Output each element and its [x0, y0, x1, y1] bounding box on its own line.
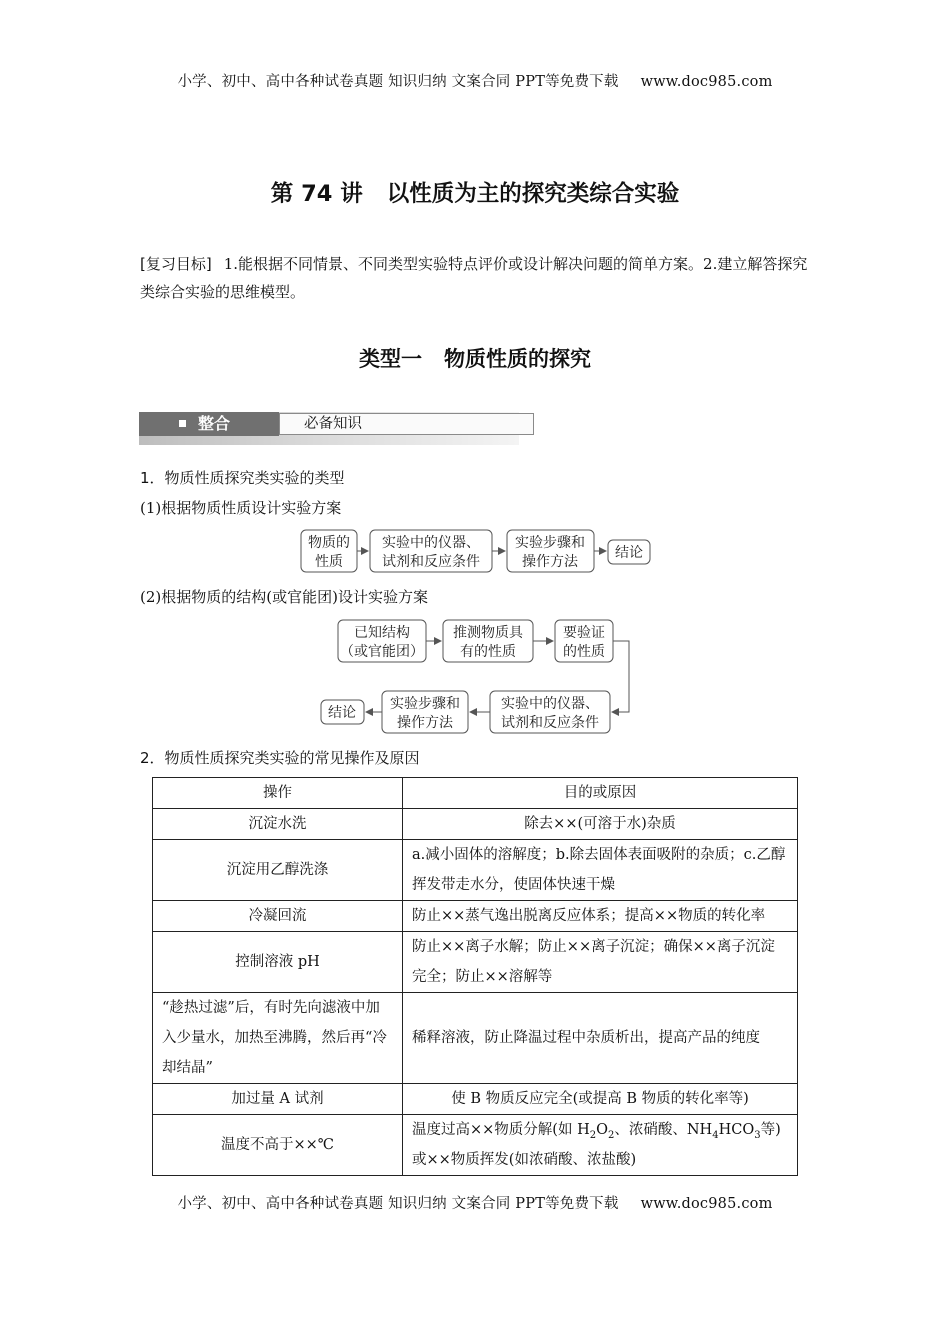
flow2-arrow-3 [612, 641, 629, 712]
flow1-box-2-line2: 试剂和反应条件 [382, 554, 480, 570]
table-cell-reason: 除去××(可溶于水)杂质 [403, 809, 798, 840]
operations-table [152, 777, 798, 1176]
flow2-box-3-line1: 要验证 [563, 625, 605, 641]
banner-integrate: 整合 [139, 412, 279, 436]
table-row [153, 901, 798, 932]
flow1-box-3-line1: 实验步骤和 [515, 535, 585, 551]
flow2-box-5-line1: 实验步骤和 [390, 696, 460, 712]
flow1-box-3-line2: 操作方法 [522, 554, 578, 570]
flow2-box-2-line1: 推测物质具 [453, 625, 523, 641]
footer-site: www.doc985.com [640, 1196, 773, 1212]
table-cell-operation: 冷凝回流 [153, 901, 403, 932]
table-header-row [153, 778, 798, 809]
table-header-reason: 目的或原因 [403, 778, 798, 809]
header-text: 小学、初中、高中各种试卷真题 知识归纳 文案合同 PPT等免费下载 [177, 74, 619, 90]
table-cell-operation: 沉淀用乙醇洗涤 [153, 840, 403, 901]
table-cell-reason: a.减小固体的溶解度；b.除去固体表面吸附的杂质；c.乙醇挥发带走水分，使固体快速干燥 [403, 840, 798, 901]
table-cell-reason: 稀释溶液，防止降温过程中杂质析出，提高产品的纯度 [403, 993, 798, 1084]
part2-heading: 2．物质性质探究类实验的常见操作及原因 [140, 749, 420, 767]
table-row [153, 993, 798, 1084]
table-cell-reason: 防止××离子水解；防止××离子沉淀；确保××离子沉淀完全；防止××溶解等 [403, 932, 798, 993]
part1-heading: 1．物质性质探究类实验的类型 [140, 469, 345, 487]
section-name: 物质性质的探究 [444, 347, 591, 371]
table-row [153, 1084, 798, 1115]
header-site: www.doc985.com [640, 74, 773, 90]
flow2-box-4-line1: 实验中的仪器、 [501, 696, 599, 712]
table-row [153, 840, 798, 901]
table-cell-operation: 控制溶液 pH [153, 932, 403, 993]
footer-text: 小学、初中、高中各种试卷真题 知识归纳 文案合同 PPT等免费下载 [177, 1196, 619, 1212]
part1-sub2: (2)根据物质的结构(或官能团)设计实验方案 [140, 588, 428, 606]
flow1-box-4-line1: 结论 [615, 545, 643, 561]
flow2-box-1-line2: （或官能团） [340, 644, 424, 660]
lecture-number: 第 74 讲 [270, 181, 363, 207]
flow1-box-1-line1: 物质的 [308, 535, 350, 551]
section-type: 类型一 [359, 347, 422, 371]
part1-sub1: (1)根据物质性质设计实验方案 [140, 499, 342, 517]
lecture-topic: 以性质为主的探究类综合实验 [386, 181, 680, 207]
flow2-box-4-line2: 试剂和反应条件 [501, 715, 599, 731]
flow2-box-3-line2: 的性质 [563, 644, 605, 660]
flow1-box-1-line2: 性质 [315, 554, 343, 570]
table-header-operation: 操作 [153, 778, 403, 809]
flow2-box-6-line1: 结论 [328, 705, 356, 721]
table-row [153, 932, 798, 993]
table-cell-operation: “趁热过滤”后，有时先向滤液中加入少量水，加热至沸腾，然后再“冷却结晶” [153, 993, 403, 1084]
flow2-box-1-line1: 已知结构 [354, 625, 410, 641]
table-row [153, 809, 798, 840]
table-row [153, 1115, 798, 1176]
banner-knowledge: 必备知识 [279, 413, 534, 435]
table-cell-reason: 防止××蒸气逸出脱离反应体系；提高××物质的转化率 [403, 901, 798, 932]
flow2-box-2-line2: 有的性质 [460, 644, 516, 660]
page-footer [0, 1192, 950, 1213]
flow2-box-5-line2: 操作方法 [397, 715, 453, 731]
table-cell-reason: 温度过高××物质分解(如 $H_2O_2$、浓硝酸、$NH_4HCO_3$等)或××物质挥发(如浓硝酸、浓盐酸) [403, 1115, 798, 1176]
table-cell-operation: 加过量 A 试剂 [153, 1084, 403, 1115]
review-goal-tag: [复习目标] [140, 255, 212, 273]
table-cell-operation: 温度不高于××℃ [153, 1115, 403, 1176]
flow1-box-2-line1: 实验中的仪器、 [382, 535, 480, 551]
table-cell-reason: 使 B 物质反应完全(或提高 B 物质的转化率等) [403, 1084, 798, 1115]
table-cell-operation: 沉淀水洗 [153, 809, 403, 840]
review-goal-text: 1.能根据不同情景、不同类型实验特点评价或设计解决问题的简单方案。2.建立解答探究类综合实验的思维模型。 [140, 255, 808, 301]
